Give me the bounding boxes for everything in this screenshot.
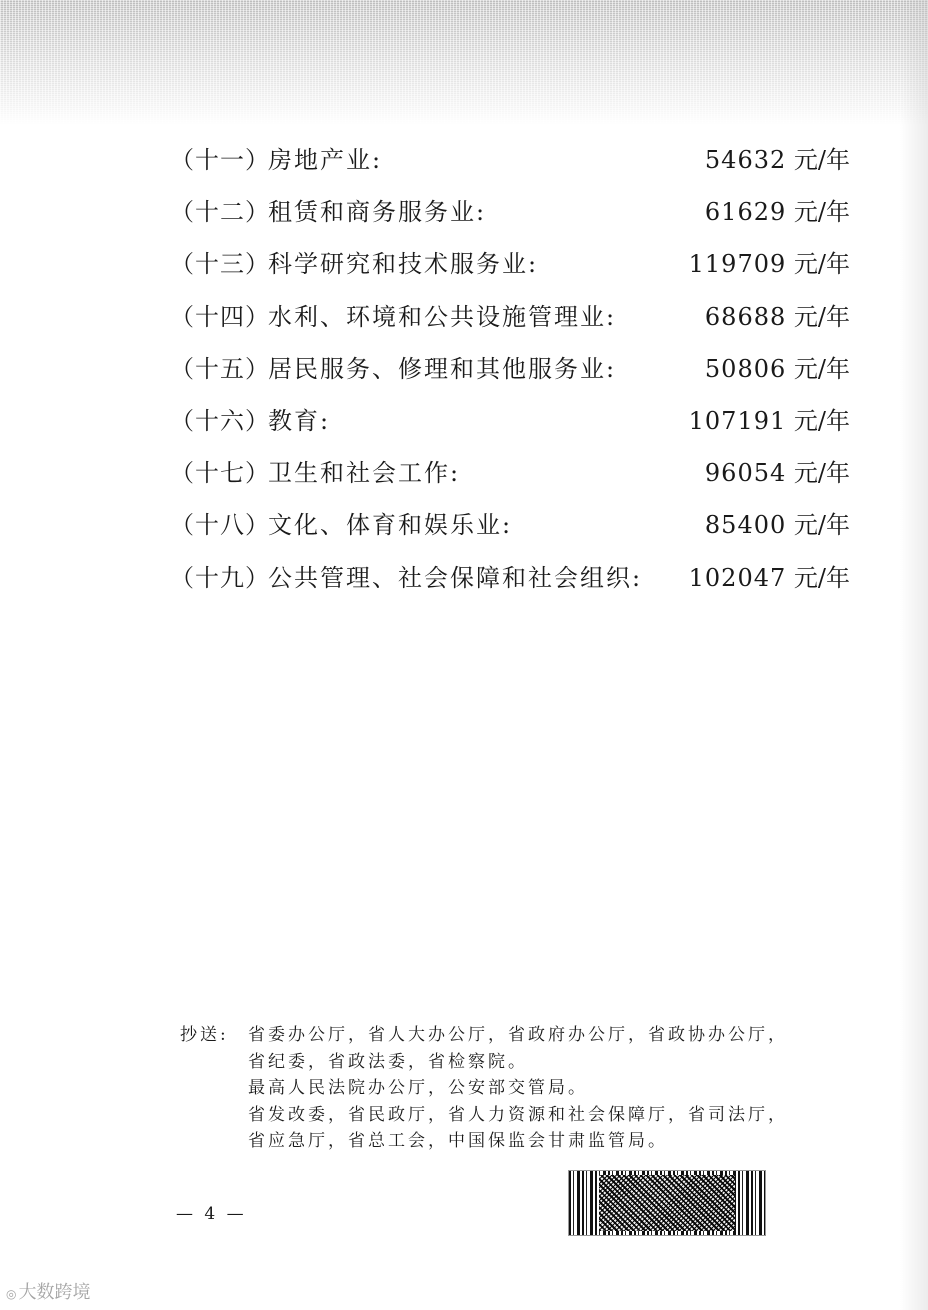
item-name: 卫生和社会工作: — [268, 459, 461, 488]
item-index: （十六） — [170, 406, 270, 435]
item-name: 文化、体育和娱乐业: — [268, 511, 513, 540]
item-value — [630, 401, 850, 441]
list-item — [170, 505, 850, 557]
item-unit: 元/年 — [793, 563, 850, 592]
item-index: （十七） — [170, 459, 270, 488]
item-value — [630, 558, 850, 598]
camera-icon: ◎ — [6, 1287, 17, 1301]
item-index: （十三） — [170, 250, 270, 279]
item-name: 租赁和商务服务业: — [268, 198, 487, 227]
watermark — [6, 1278, 90, 1304]
item-unit: 元/年 — [793, 146, 850, 174]
copy-to-line: 省发改委，省民政厅，省人力资源和社会保障厅，省司法厅， — [248, 1104, 788, 1125]
item-value — [630, 140, 850, 180]
item-index: （十二） — [170, 198, 270, 227]
copy-to-line: 省应急厅，省总工会，中国保监会甘肃监管局。 — [248, 1131, 668, 1151]
list-item — [170, 140, 850, 192]
list-item — [170, 192, 850, 244]
item-index: （十九） — [170, 563, 270, 592]
watermark-text: 大数跨境 — [18, 1282, 91, 1303]
item-amount: 54632 — [704, 146, 787, 174]
item-value — [630, 453, 850, 493]
item-value — [630, 505, 850, 545]
item-value — [630, 244, 850, 284]
item-name: 科学研究和技术服务业: — [268, 250, 539, 279]
item-amount: 85400 — [704, 511, 787, 540]
item-amount: 96054 — [704, 459, 787, 488]
item-amount: 119709 — [688, 250, 787, 279]
item-value — [630, 297, 850, 337]
item-unit: 元/年 — [793, 250, 850, 279]
item-amount: 102047 — [688, 563, 787, 592]
list-item — [170, 349, 850, 401]
barcode — [568, 1170, 766, 1236]
item-amount: 61629 — [704, 198, 787, 227]
item-amount: 68688 — [704, 302, 787, 331]
item-name: 房地产业: — [268, 146, 383, 174]
item-index: （十八） — [170, 511, 270, 540]
item-index: （十五） — [170, 354, 270, 383]
page-number: — 4 — — [176, 1204, 247, 1224]
item-unit: 元/年 — [793, 511, 850, 540]
item-unit: 元/年 — [793, 459, 850, 488]
copy-to-line: 最高人民法院办公厅，公安部交管局。 — [248, 1078, 588, 1098]
item-index: （十四） — [170, 302, 270, 331]
item-name: 教育: — [268, 406, 331, 435]
item-index: （十一） — [170, 146, 270, 174]
list-item — [170, 297, 850, 349]
item-name: 水利、环境和公共设施管理业: — [268, 302, 617, 331]
scan-shadow-right — [900, 0, 928, 1310]
list-item — [170, 453, 850, 505]
item-name: 公共管理、社会保障和社会组织: — [268, 563, 643, 592]
item-amount: 107191 — [688, 406, 787, 435]
item-amount: 50806 — [704, 354, 787, 383]
item-unit: 元/年 — [793, 406, 850, 435]
copy-to-line: 省委办公厅，省人大办公厅，省政府办公厅，省政协办公厅， — [248, 1025, 788, 1045]
copy-to-label: 抄送: — [180, 1025, 229, 1045]
list-item — [170, 558, 850, 610]
item-value — [630, 192, 850, 232]
barcode-pattern — [599, 1175, 735, 1231]
copy-to-line: 省纪委，省政法委，省检察院。 — [248, 1051, 528, 1072]
list-item — [170, 401, 850, 453]
item-unit: 元/年 — [793, 302, 850, 331]
item-value — [630, 349, 850, 389]
scan-shadow-top — [0, 0, 928, 125]
item-unit: 元/年 — [793, 354, 850, 383]
item-unit: 元/年 — [793, 198, 850, 227]
list-item — [170, 244, 850, 296]
industry-wage-list — [170, 140, 850, 610]
item-name: 居民服务、修理和其他服务业: — [268, 354, 617, 383]
